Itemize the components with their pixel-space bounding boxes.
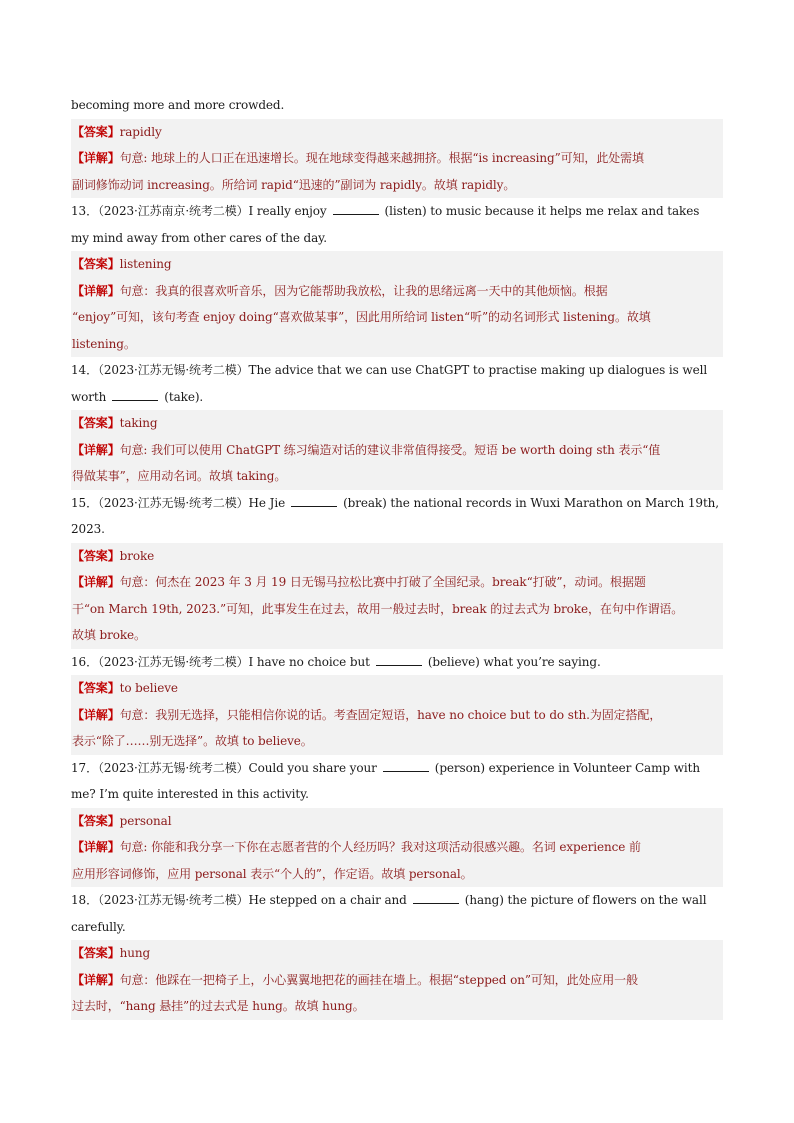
answer-text: broke xyxy=(119,548,155,563)
question-18-stem-cont: carefully. xyxy=(71,919,126,934)
question-12-solution xyxy=(71,119,723,199)
answer-line xyxy=(71,410,723,437)
question-16-stem: 16．（2023·江苏无锡·统考二模）I have no choice but (believe) what you’re saying. xyxy=(71,654,601,669)
answer-line xyxy=(71,940,723,967)
question-number: 17．（2023·江苏无锡·统考二模） xyxy=(71,760,249,775)
question-13-stem-cont: my mind away from other cares of the day. xyxy=(71,230,327,245)
detail-tag: 【详解】 xyxy=(72,442,120,457)
question-15-solution xyxy=(71,543,723,649)
question-number: 16．（2023·江苏无锡·统考二模） xyxy=(71,654,249,669)
detail-line xyxy=(71,702,723,729)
answer-text: rapidly xyxy=(119,124,162,139)
detail-text: 句意：我真的很喜欢听音乐，因为它能帮助我放松，让我的思绪远离一天中的其他烦恼。根据 xyxy=(119,283,608,298)
answer-line xyxy=(71,675,723,702)
detail-line: 副词修饰动词 increasing。所给词 rapid“迅速的”副词为 rapidly。故填 rapidly。 xyxy=(72,177,516,192)
detail-tag: 【详解】 xyxy=(72,972,120,987)
question-17-stem: 17．（2023·江苏无锡·统考二模）Could you share your (person) experience in Volunteer Camp with xyxy=(71,760,700,775)
detail-tag: 【详解】 xyxy=(72,283,120,298)
question-16-solution xyxy=(71,675,723,755)
detail-text: 句意：我别无选择，只能相信你说的话。考查固定短语，have no choice but to do sth.为固定搭配， xyxy=(119,707,662,722)
answer-blank xyxy=(333,203,379,215)
question-number: 14．（2023·江苏无锡·统考二模） xyxy=(71,363,249,377)
question-12-stem-tail: becoming more and more crowded. xyxy=(71,98,285,112)
answer-line xyxy=(71,119,723,146)
detail-line: 故填 broke。 xyxy=(72,628,146,642)
answer-line xyxy=(71,251,723,278)
detail-line: 干“on March 19th, 2023.”可知，此事发生在过去，故用一般过去时，break 的过去式为 broke，在句中作谓语。 xyxy=(72,601,684,616)
question-13-stem: 13．（2023·江苏南京·统考二模）I really enjoy (listen) to music because it helps me relax and takes xyxy=(71,204,700,218)
answer-blank xyxy=(291,495,337,507)
answer-text: hung xyxy=(119,946,151,960)
question-17-stem-cont: me? I’m quite interested in this activity. xyxy=(71,787,309,801)
question-15-stem-cont: 2023. xyxy=(71,522,105,536)
question-number: 18．（2023·江苏无锡·统考二模） xyxy=(71,893,249,907)
question-13-solution xyxy=(71,251,723,357)
answer-tag: 【答案】 xyxy=(72,548,120,563)
answer-line xyxy=(71,808,723,835)
question-18-solution xyxy=(71,940,723,1020)
detail-text: 句意：何杰在 2023 年 3 月 19 日无锡马拉松比赛中打破了全国纪录。break“打破”，动词。根据题 xyxy=(119,575,646,589)
question-14-stem-cont: worth (take). xyxy=(71,389,204,404)
detail-line xyxy=(71,145,723,172)
answer-tag: 【答案】 xyxy=(72,416,120,430)
detail-tag: 【详解】 xyxy=(72,840,120,854)
answer-blank xyxy=(383,760,429,772)
answer-text: listening xyxy=(119,257,172,271)
detail-text: 句意：他踩在一把椅子上，小心翼翼地把花的画挂在墙上。根据“stepped on”可知，此处应用一般 xyxy=(119,972,638,987)
detail-line xyxy=(71,834,723,861)
detail-text: 句意: 你能和我分享一下你在志愿者营的个人经历吗？我对这项活动很感兴趣。名词 experience 前 xyxy=(119,840,641,854)
answer-tag: 【答案】 xyxy=(72,257,120,271)
question-18-stem: 18．（2023·江苏无锡·统考二模）He stepped on a chair and (hang) the picture of flowers on the wall xyxy=(71,893,707,907)
detail-tag: 【详解】 xyxy=(72,707,120,722)
question-15-stem: 15．（2023·江苏无锡·统考二模）He Jie (break) the national records in Wuxi Marathon on March 19th, xyxy=(71,495,720,510)
detail-line xyxy=(71,437,723,464)
question-14-stem: 14．（2023·江苏无锡·统考二模）The advice that we can use ChatGPT to practise making up dialogues is well xyxy=(71,363,708,377)
answer-text: to believe xyxy=(119,681,178,695)
detail-tag: 【详解】 xyxy=(72,575,120,589)
question-number: 15．（2023·江苏无锡·统考二模） xyxy=(71,495,249,510)
detail-line xyxy=(71,278,723,305)
detail-line: “enjoy”可知，该句考查 enjoy doing“喜欢做某事”，因此用所给词 listen“听”的动名词形式 listening。故填 xyxy=(72,310,651,324)
detail-line xyxy=(71,967,723,994)
answer-tag: 【答案】 xyxy=(72,813,120,828)
answer-blank xyxy=(376,654,422,666)
question-number: 13．（2023·江苏南京·统考二模） xyxy=(71,204,249,218)
answer-tag: 【答案】 xyxy=(72,124,120,139)
answer-tag: 【答案】 xyxy=(72,681,120,695)
detail-tag: 【详解】 xyxy=(72,151,120,165)
document-content xyxy=(71,92,723,1020)
answer-line xyxy=(71,543,723,570)
detail-text: 句意: 我们可以使用 ChatGPT 练习编造对话的建议非常值得接受。短语 be worth doing sth 表示“值 xyxy=(119,442,661,457)
answer-blank xyxy=(112,389,158,401)
question-14-solution xyxy=(71,410,723,490)
question-17-solution xyxy=(71,808,723,888)
answer-blank xyxy=(413,892,459,904)
detail-line: listening。 xyxy=(72,336,136,351)
detail-text: 句意: 地球上的人口正在迅速增长。现在地球变得越来越拥挤。根据“is increasing”可知，此处需填 xyxy=(119,151,644,165)
detail-line: 表示“除了……别无选择”。故填 to believe。 xyxy=(72,734,313,748)
detail-line: 过去时，“hang 悬挂”的过去式是 hung。故填 hung。 xyxy=(72,999,365,1013)
detail-line xyxy=(71,569,723,596)
answer-text: personal xyxy=(119,813,172,828)
detail-line: 得做某事”，应用动名词。故填 taking。 xyxy=(72,469,287,483)
answer-text: taking xyxy=(119,416,158,430)
detail-line: 应用形容词修饰，应用 personal 表示“个人的”，作定语。故填 personal。 xyxy=(72,866,473,881)
answer-tag: 【答案】 xyxy=(72,946,120,960)
